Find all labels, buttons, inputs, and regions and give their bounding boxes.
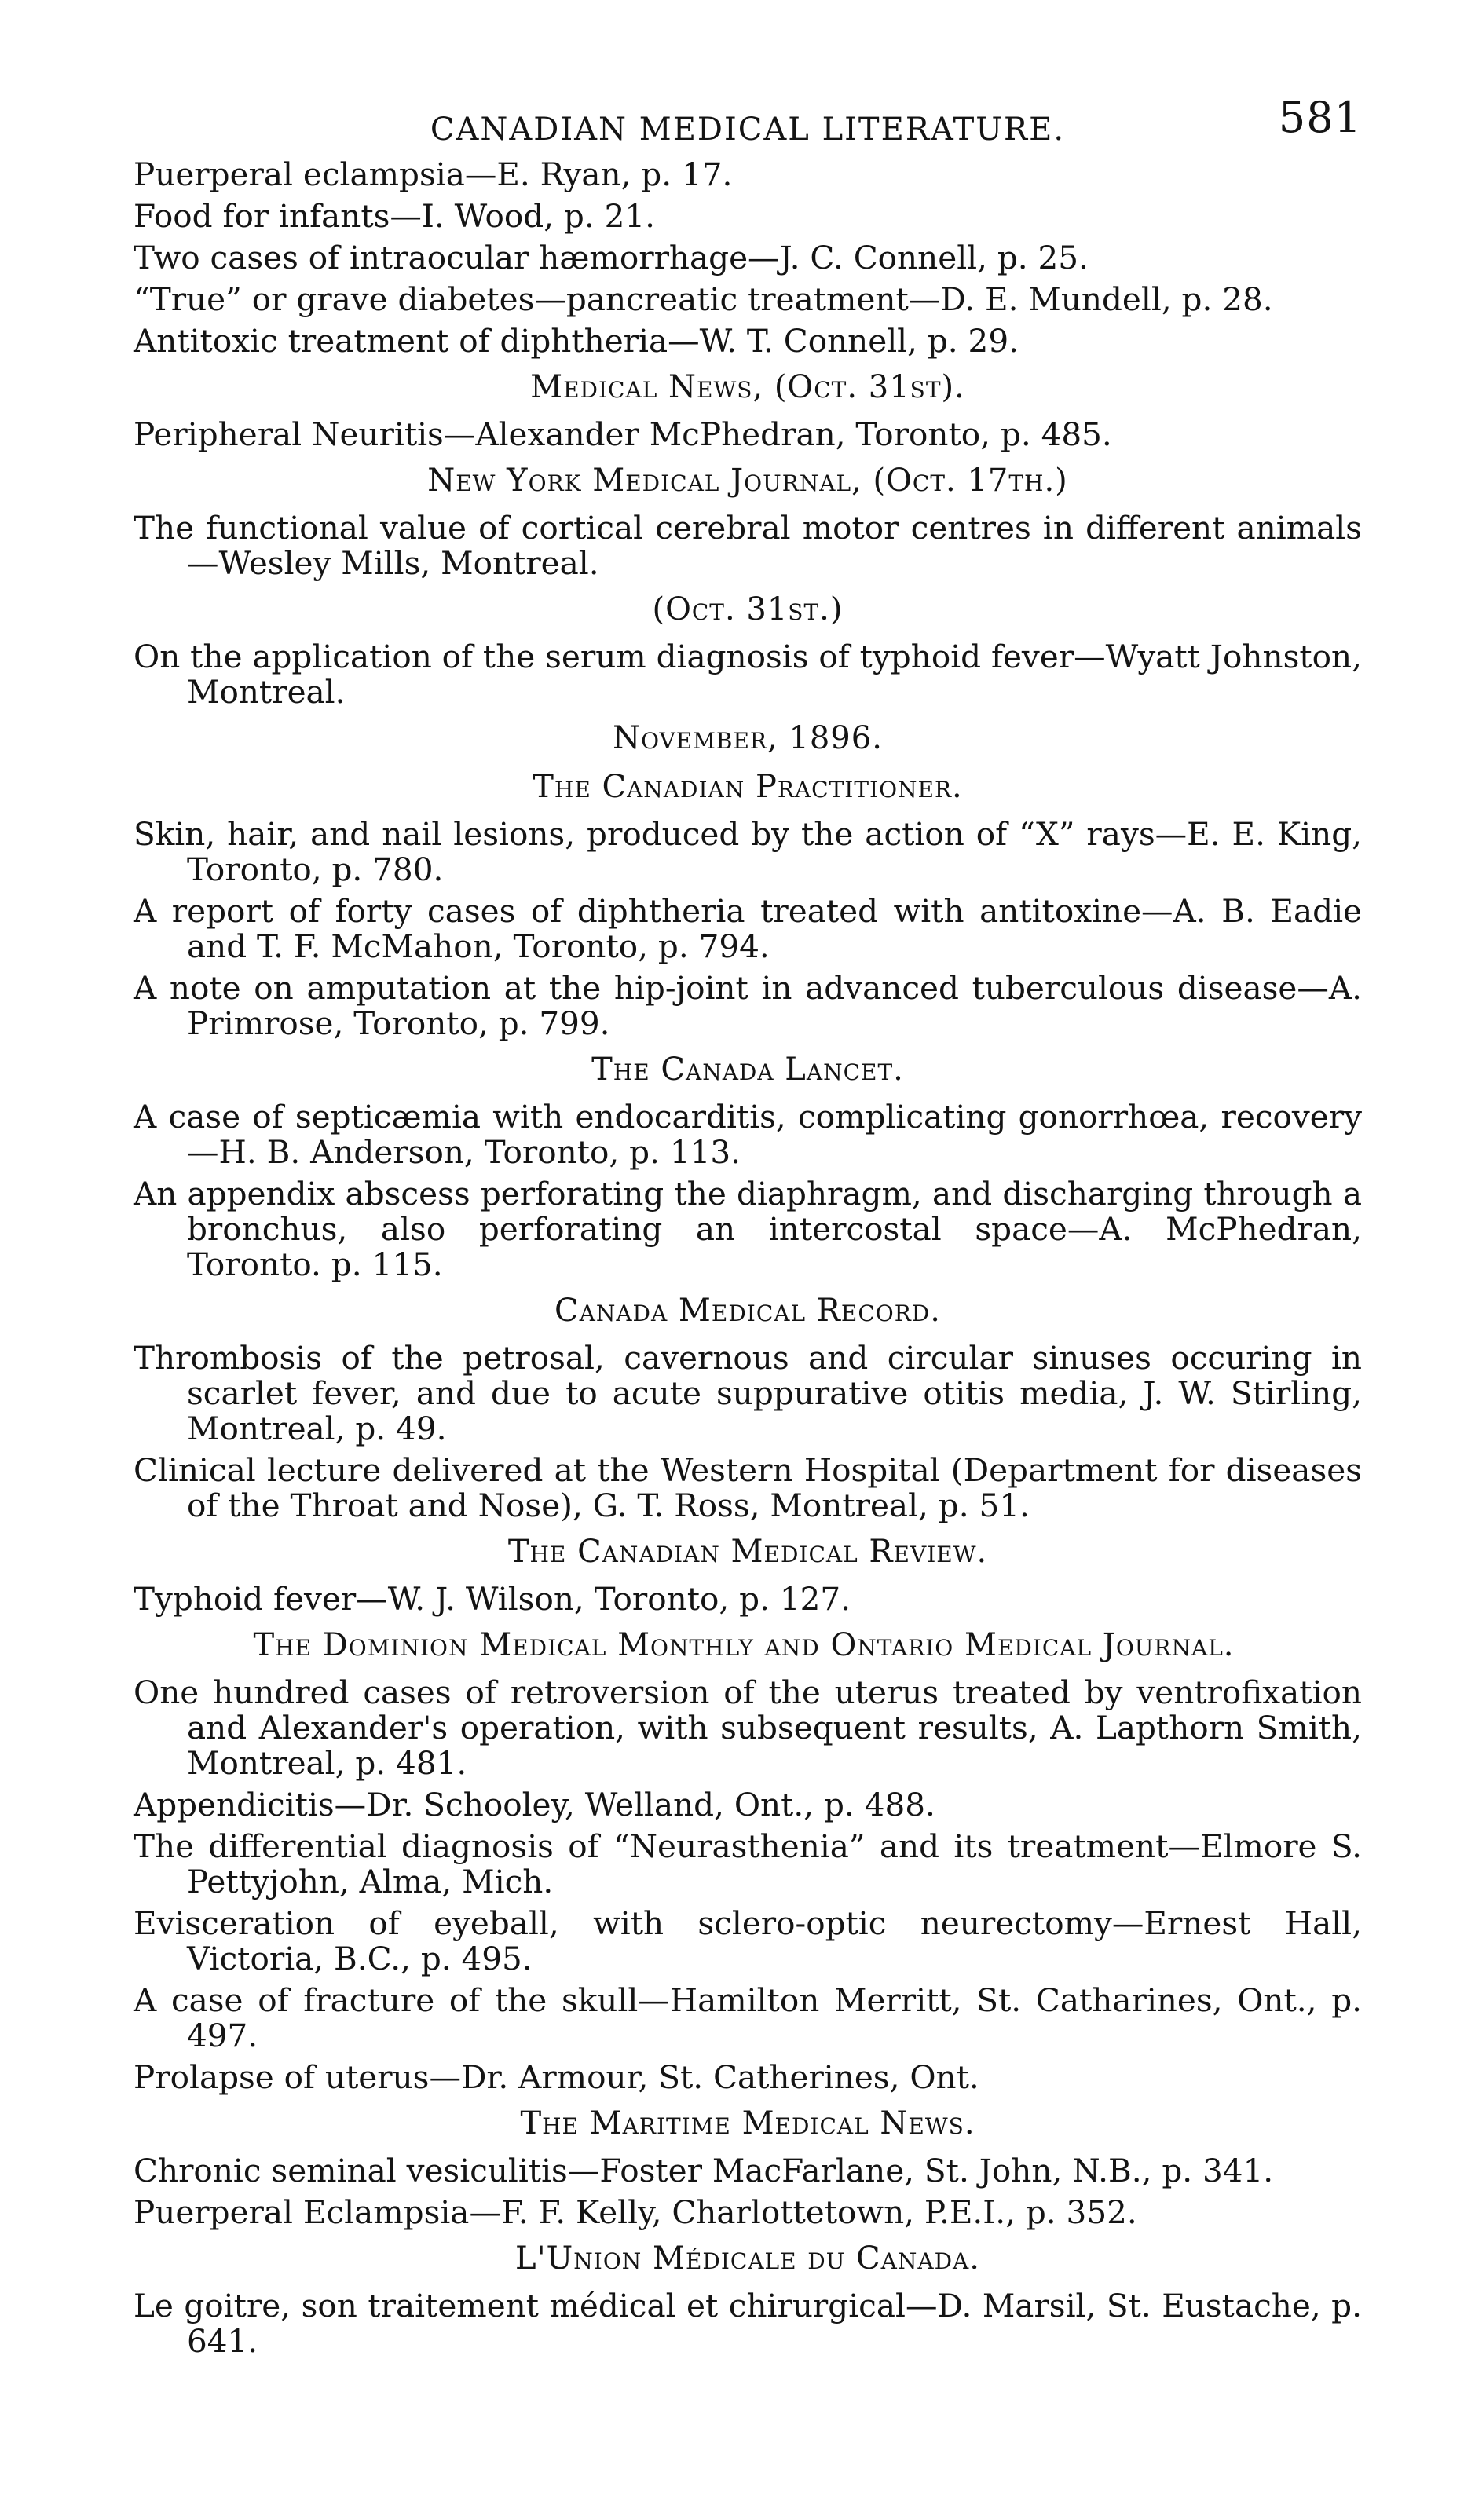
article-entry: An appendix abscess perforating the diaphragm, and discharging through a bronchus, also perforating an intercostal space—A. McPhedran, Toronto. p. 115. bbox=[134, 1175, 1362, 1283]
article-entry: The differential diagnosis of “Neurasthenia” and its treatment—Elmore S. Pettyjohn, Alma, Mich. bbox=[134, 1827, 1362, 1900]
running-head bbox=[134, 93, 1362, 155]
date-heading: November, 1896. bbox=[613, 720, 883, 756]
section-heading: New York Medical Journal, (Oct. 17th.) bbox=[427, 463, 1068, 499]
section-heading: The Canada Lancet. bbox=[591, 1052, 904, 1088]
article-entry: On the application of the serum diagnosis of typhoid fever—Wyatt Johnston, Montreal. bbox=[134, 638, 1362, 711]
section-heading: Medical News, (Oct. 31st). bbox=[530, 369, 965, 405]
section-heading: (Oct. 31st.) bbox=[652, 591, 844, 627]
article-entry: Two cases of intraocular hæmorrhage—J. C. Connell, p. 25. bbox=[134, 239, 1089, 276]
article-entry: Peripheral Neuritis—Alexander McPhedran, Toronto, p. 485. bbox=[134, 415, 1112, 453]
page-number: 581 bbox=[1278, 93, 1362, 142]
article-entry: A case of fracture of the skull—Hamilton Merritt, St. Catharines, Ont., p. 497. bbox=[134, 1981, 1362, 2054]
section-heading: L'Union Médicale du Canada. bbox=[515, 2240, 980, 2277]
article-entry: Thrombosis of the petrosal, cavernous and circular sinuses occuring in scarlet fever, and due to acute suppurative otitis media, J. W. Stirling, Montreal, p. 49. bbox=[134, 1339, 1362, 1447]
article-entry: Le goitre, son traitement médical et chirurgical—D. Marsil, St. Eustache, p. 641. bbox=[134, 2287, 1362, 2360]
section-heading: The Canadian Medical Review. bbox=[507, 1534, 988, 1570]
running-head-title: CANADIAN MEDICAL LITERATURE. bbox=[430, 112, 1066, 148]
article-entry: Skin, hair, and nail lesions, produced by the action of “X” rays—E. E. King, Toronto, p. 780. bbox=[134, 815, 1362, 888]
article-entry: The functional value of cortical cerebral motor centres in different animals—Wesley Mills, Montreal. bbox=[134, 509, 1362, 582]
article-entry: Typhoid fever—W. J. Wilson, Toronto, p. 127. bbox=[134, 1580, 851, 1618]
article-entry: A case of septicæmia with endocarditis, complicating gonorrhœa, recovery—H. B. Anderson, Toronto, p. 113. bbox=[134, 1098, 1362, 1171]
article-entry: Food for infants—I. Wood, p. 21. bbox=[134, 197, 656, 235]
section-heading: Canada Medical Record. bbox=[554, 1293, 941, 1329]
article-entry: Chronic seminal vesiculitis—Foster MacFarlane, St. John, N.B., p. 341. bbox=[134, 2152, 1274, 2189]
article-entry: Puerperal eclampsia—E. Ryan, p. 17. bbox=[134, 155, 733, 193]
section-heading: The Dominion Medical Monthly and Ontario Medical Journal. bbox=[253, 1627, 1235, 1663]
article-entry: A report of forty cases of diphtheria treated with antitoxine—A. B. Eadie and T. F. McMahon, Toronto, p. 794. bbox=[134, 892, 1362, 965]
article-entry: “True” or grave diabetes—pancreatic treatment—D. E. Mundell, p. 28. bbox=[134, 280, 1273, 318]
article-entry: Antitoxic treatment of diphtheria—W. T. Connell, p. 29. bbox=[134, 322, 1019, 360]
article-entry: A note on amputation at the hip-joint in advanced tuberculous disease—A. Primrose, Toronto, p. 799. bbox=[134, 969, 1362, 1042]
section-heading: The Canadian Practitioner. bbox=[533, 769, 963, 805]
article-entry: Clinical lecture delivered at the Western Hospital (Department for diseases of the Throat and Nose), G. T. Ross, Montreal, p. 51. bbox=[134, 1451, 1362, 1524]
article-entry: Puerperal Eclampsia—F. F. Kelly, Charlottetown, P.E.I., p. 352. bbox=[134, 2193, 1137, 2231]
article-entry: Evisceration of eyeball, with sclero-optic neurectomy—Ernest Hall, Victoria, B.C., p. 495. bbox=[134, 1904, 1362, 1977]
article-entry: Prolapse of uterus—Dr. Armour, St. Catherines, Ont. bbox=[134, 2058, 979, 2096]
article-entry: Appendicitis—Dr. Schooley, Welland, Ont., p. 488. bbox=[134, 1786, 935, 1823]
article-entry: One hundred cases of retroversion of the uterus treated by ventrofixation and Alexander's operation, with subsequent results, A. Lapthorn Smith, Montreal, p. 481. bbox=[134, 1673, 1362, 1782]
section-heading: The Maritime Medical News. bbox=[520, 2105, 975, 2141]
